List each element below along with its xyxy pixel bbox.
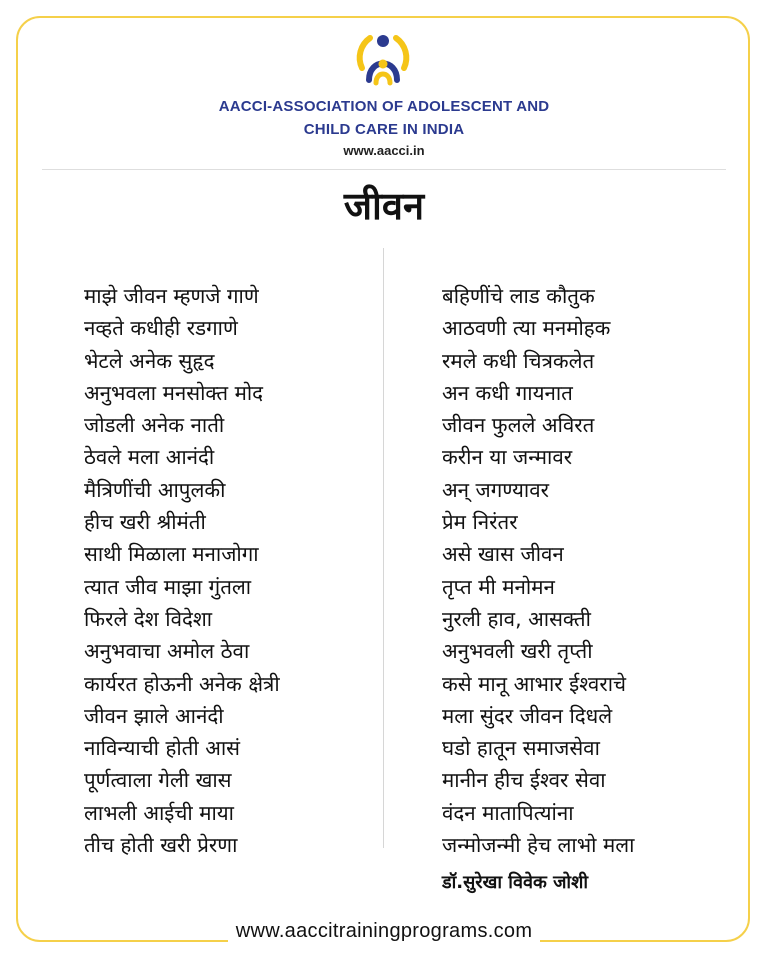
- header-divider: [42, 169, 726, 170]
- poem-line: लाभली आईची माया: [84, 800, 234, 825]
- poem-line: मैत्रिणींची आपुलकी: [84, 477, 226, 502]
- poem-line: अन् जगण्यावर: [442, 477, 550, 502]
- org-name-line2: CHILD CARE IN INDIA: [303, 121, 465, 138]
- org-website: www.aacci.in: [343, 143, 425, 158]
- poem-line: माझे जीवन म्हणजे गाणे: [84, 284, 259, 308]
- poem-line: प्रेम निरंतर: [442, 510, 518, 535]
- poem-left-column: [84, 280, 280, 861]
- poem-line: आठवणी त्या मनमोहक: [442, 316, 611, 341]
- footer-website: www.aaccitrainingprograms.com: [228, 920, 541, 942]
- poem-line: असे खास जीवन: [442, 542, 564, 567]
- poem-line: भेटले अनेक सुहृद: [84, 348, 215, 373]
- org-name-line1: AACCI-ASSOCIATION OF ADOLESCENT AND: [218, 98, 550, 115]
- poem-line: ठेवले मला आनंदी: [84, 445, 215, 470]
- poem-line: अनुभवाचा अमोल ठेवा: [84, 639, 250, 664]
- footer: [0, 920, 768, 943]
- poem-line: बहिणींचे लाड कौतुक: [442, 284, 595, 308]
- poem-line: नाविन्याची होती आसं: [84, 736, 240, 761]
- poem-title: जीवन: [343, 184, 425, 228]
- poem-line: जीवन झाले आनंदी: [84, 703, 224, 728]
- poem-line: जोडली अनेक नाती: [84, 413, 225, 438]
- poem-line: तीच होती खरी प्रेरणा: [84, 833, 238, 858]
- poem-line: नुरली हाव, आसक्ती: [442, 606, 591, 631]
- poem-line: कसे मानू आभार ईश्वराचे: [442, 671, 627, 696]
- poem-line: अनुभवला मनसोक्त मोद: [84, 380, 264, 405]
- poem-line: जन्मोजन्मी हेच लाभो मला: [442, 833, 635, 858]
- poem-line: जीवन फुलले अविरत: [442, 413, 595, 438]
- poem-line: साथी मिळाला मनाजोगा: [84, 542, 259, 567]
- poem-line: पूर्णत्वाला गेली खास: [84, 768, 232, 793]
- poem-line: नव्हते कधीही रडगाणे: [84, 316, 238, 341]
- column-divider: [383, 248, 384, 848]
- poem-line: तृप्त मी मनोमन: [442, 574, 555, 599]
- family-logo-icon: [352, 28, 414, 90]
- poem-line: वंदन मातापित्यांना: [442, 800, 574, 825]
- poem-line: घडो हातून समाजसेवा: [442, 736, 600, 761]
- poem-line: मानीन हीच ईश्वर सेवा: [442, 768, 606, 793]
- poem-line: करीन या जन्मावर: [442, 445, 573, 470]
- poem-line: अन कधी गायनात: [442, 380, 573, 405]
- poem-author: डॉ.सुरेखा विवेक जोशी: [442, 872, 589, 893]
- poem-line: फिरले देश विदेशा: [84, 606, 213, 631]
- poem-right-column: [442, 280, 634, 861]
- poem-line: कार्यरत होऊनी अनेक क्षेत्री: [84, 671, 280, 696]
- poem-line: रमले कधी चित्रकलेत: [442, 348, 595, 373]
- poem-line: हीच खरी श्रीमंती: [84, 510, 206, 535]
- poem-line: मला सुंदर जीवन दिधले: [442, 703, 613, 728]
- poem-line: त्यात जीव माझा गुंतला: [84, 574, 252, 599]
- poem-line: अनुभवली खरी तृप्ती: [442, 639, 593, 664]
